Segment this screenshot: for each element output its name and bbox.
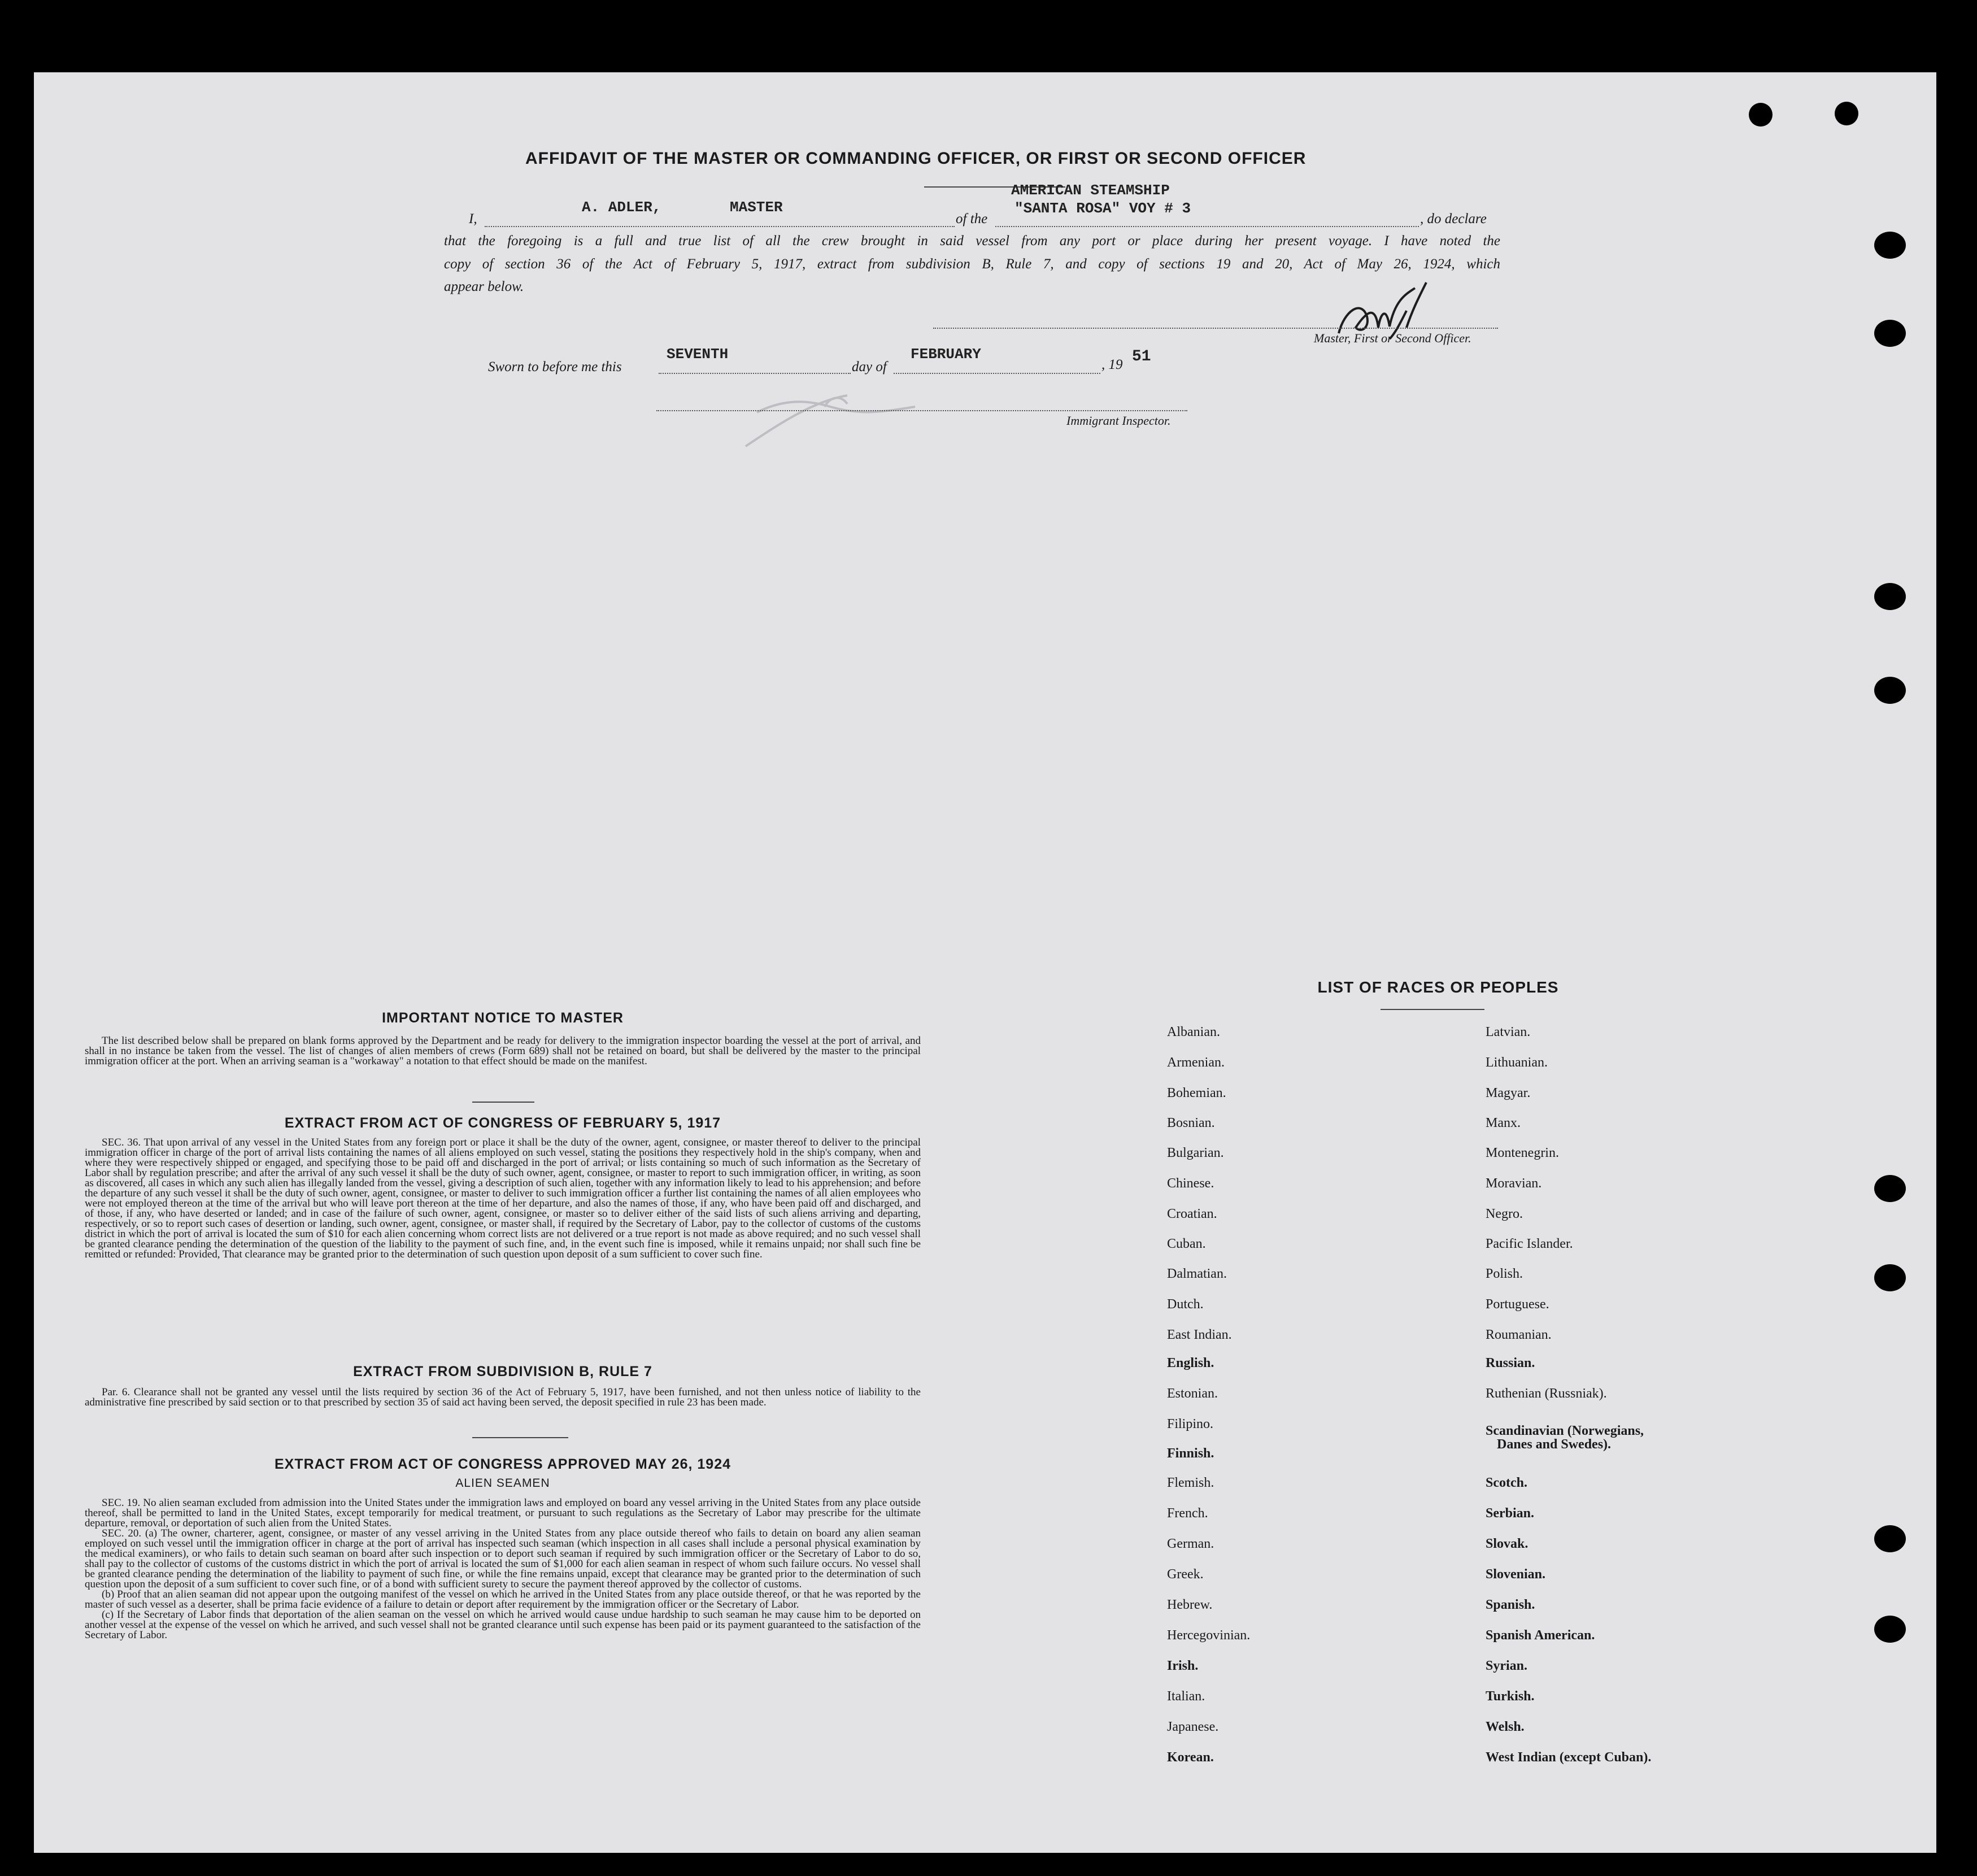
race-item: West Indian (except Cuban). <box>1486 1750 1652 1765</box>
race-item: Filipino. <box>1167 1417 1214 1431</box>
rule7-heading: EXTRACT FROM SUBDIVISION B, RULE 7 <box>353 1364 652 1379</box>
race-item: Scotch. <box>1486 1475 1527 1490</box>
race-item: Finnish. <box>1167 1446 1214 1461</box>
affidavit-body-2: copy of section 36 of the Act of February 5, 1917, extract from subdivision B, Rule 7, and copy of sections 19 and 20, Act of May 26, 1924, which <box>444 256 1500 272</box>
notice-heading: IMPORTANT NOTICE TO MASTER <box>382 1010 624 1026</box>
race-item: Bulgarian. <box>1167 1146 1224 1160</box>
divider <box>472 1437 568 1438</box>
race-item: German. <box>1167 1537 1214 1551</box>
race-item: Spanish American. <box>1486 1628 1595 1643</box>
race-item: Syrian. <box>1486 1659 1528 1673</box>
race-item: Dutch. <box>1167 1297 1204 1312</box>
race-item: Estonian. <box>1167 1386 1218 1401</box>
race-item: Korean. <box>1167 1750 1214 1765</box>
extract-1924-heading: EXTRACT FROM ACT OF CONGRESS APPROVED MAY 26, 1924 <box>274 1456 731 1472</box>
race-item: Bohemian. <box>1167 1086 1226 1100</box>
race-item: Magyar. <box>1486 1086 1531 1100</box>
race-item: Polish. <box>1486 1266 1523 1281</box>
inspector-signature <box>712 373 994 452</box>
race-item: Moravian. <box>1486 1176 1542 1191</box>
affidavit-title: AFFIDAVIT OF THE MASTER OR COMMANDING OFFICER, OR FIRST OR SECOND OFFICER <box>525 149 1307 168</box>
punch-hole <box>1749 103 1773 127</box>
master-signature-line <box>933 328 1498 329</box>
race-item: Flemish. <box>1167 1475 1214 1490</box>
race-item: Serbian. <box>1486 1506 1535 1521</box>
race-item: Portuguese. <box>1486 1297 1549 1312</box>
race-item: Irish. <box>1167 1659 1199 1673</box>
race-item: Albanian. <box>1167 1025 1220 1039</box>
race-item: Manx. <box>1486 1116 1521 1130</box>
race-item: Pacific Islander. <box>1486 1237 1573 1251</box>
affidavit-body-1: that the foregoing is a full and true list of all the crew brought in said vessel from any port or place during her present voyage. I have noted the <box>444 233 1500 249</box>
race-item: Ruthenian (Russniak). <box>1486 1386 1607 1401</box>
race-item: Spanish. <box>1486 1598 1535 1612</box>
races-heading: LIST OF RACES OR PEOPLES <box>1317 978 1559 996</box>
notice-text: The list described below shall be prepared on blank forms approved by the Department and be ready for delivery to the immigration inspector boarding the vessel at the port of arrival, and shall in no instance be taken from the vessel. The list of changes of alien members of crews (Form 689) shall not be retained on board, but shall be delivered by the master to the principal immigration officer at the port. When an arriving seaman is a "workaway" a notation to that effect should be made on the manifest. <box>85 1035 921 1067</box>
divider <box>1381 1009 1484 1010</box>
punch-hole <box>1874 1525 1906 1552</box>
extract-1924-text: SEC. 19. No alien seaman excluded from admission into the United States under the immigration laws and employed on board any vessel arriving in the United States from any place outside thereof, shall be permitted to land in the United States, except temporarily for medical treatment, or pursuant to such regulations as the Secretary of Labor may prescribe for the ultimate departure, removal, or deportation of such alien from the United States. SEC. 20. (a) The owner, charterer, agent, consignee, or master of any vessel arriving in the United States from any place outside thereof who fails to detain on board any alien seaman employed on such vessel until the immigration officer in charge at the port of arrival has inspected such seaman (which inspection in all cases shall include a personal physical examination by the medical examiners), or who fails to detain such seaman on board after such inspection or to deport such seaman if required by such immigration officer or the Secretary of Labor to do so, shall pay to the collector of customs of the customs district in which the port of arrival is located the sum of $1,000 for each alien seaman in respect of whom such failure occurs. No vessel shall be granted clearance pending the determination of the liability to payment of such fine, or while the fine remains unpaid, except that clearance may be granted prior to the determination of such question upon the deposit of a sum sufficient to cover such fine, or of a bond with sufficient surety to secure the payment thereof approved by the collector of customs. (b) Proof that an alien seaman did not appear upon the outgoing manifest of the vessel on which he arrived in the United States from any place outside thereof, or that he was reported by the master of such vessel as a deserter, shall be prima facie evidence of a failure to detain or deport after requirement by the immigration officer or the Secretary of Labor. (c) If the Secretary of Labor finds that deportation of the alien seaman on the vessel on which he arrived would cause undue hardship to such seaman he may cause him to be deported on another vessel at the expense of the vessel on which he arrived, and such vessel shall not be granted clearance until such expense has been paid or its payment guaranteed to the satisfaction of the Secretary of Labor. <box>85 1497 921 1641</box>
punch-hole <box>1874 583 1906 610</box>
race-item: Japanese. <box>1167 1720 1219 1734</box>
vessel-line-1: AMERICAN STEAMSHIP <box>1011 182 1170 199</box>
race-item: Greek. <box>1167 1567 1204 1582</box>
inspector-caption: Immigrant Inspector. <box>1066 413 1171 428</box>
race-item: Hercegovinian. <box>1167 1628 1251 1643</box>
punch-hole <box>1874 1616 1906 1643</box>
race-item: Bosnian. <box>1167 1116 1215 1130</box>
race-item: Latvian. <box>1486 1025 1531 1039</box>
race-item: English. <box>1167 1356 1214 1370</box>
race-item: Russian. <box>1486 1356 1535 1370</box>
sworn-label: Sworn to before me this <box>488 359 622 375</box>
race-item: Montenegrin. <box>1486 1146 1559 1160</box>
master-caption: Master, First or Second Officer. <box>1314 331 1471 345</box>
race-item: Armenian. <box>1167 1055 1225 1070</box>
punch-hole <box>1835 102 1858 125</box>
race-item: Italian. <box>1167 1689 1205 1704</box>
day-of-label: day of <box>852 359 887 375</box>
punch-hole <box>1874 320 1906 347</box>
race-item: Scandinavian (Norwegians, <box>1486 1424 1644 1438</box>
inspector-signature-line <box>656 410 1187 411</box>
race-item: French. <box>1167 1506 1208 1521</box>
race-item: Chinese. <box>1167 1176 1214 1191</box>
affidavit-body-3: appear below. <box>444 279 524 294</box>
race-item: Dalmatian. <box>1167 1266 1227 1281</box>
race-item: Turkish. <box>1486 1689 1535 1704</box>
punch-hole <box>1874 1175 1906 1202</box>
race-item: Slovenian. <box>1486 1567 1546 1582</box>
name-line <box>485 226 955 227</box>
punch-hole <box>1874 1264 1906 1291</box>
sworn-month: FEBRUARY <box>911 346 981 363</box>
year-suffix: 51 <box>1132 348 1151 365</box>
vessel-line <box>995 226 1419 227</box>
sworn-day: SEVENTH <box>667 346 729 363</box>
rule7-text: Par. 6. Clearance shall not be granted any vessel until the lists required by section 36 of the Act of February 5, 1917, have been furnished, and not then unless notice of liability to the administrative fine prescribed by said section or to that prescribed by section 35 of said act having been served, the deposit specified in rule 23 has been made. <box>85 1386 921 1408</box>
divider <box>472 1102 534 1103</box>
of-the-label: of the <box>956 211 988 227</box>
race-item: Roumanian. <box>1486 1327 1552 1342</box>
race-item: Negro. <box>1486 1207 1523 1221</box>
extract-1917-text: SEC. 36. That upon arrival of any vessel in the United States from any foreign port or place it shall be the duty of the owner, agent, consignee, or master thereof to deliver to the principal immigration officer in charge of the port of arrival lists containing the names of all aliens employed on such vessel, stating the positions they respectively hold in the ship's company, when and where they were respectively shipped or engaged, and specifying those to be paid off and discharged in the port of arrival; or lists containing so much of such information as the Secretary of Labor shall by regulation prescribe; and after the arrival of any such vessel it shall be the duty of such owner, agent, consignee, or master to report to such immigration officer, in writing, as soon as discovered, all cases in which any such alien has illegally landed from the vessel, giving a description of such alien, together with any information likely to lead to his apprehension; and before the departure of any such vessel it shall be the duty of such owner, agent, consignee, or master to deliver to such immigration officer a further list containing the names of all alien employees who were not employed thereon at the time of the arrival but who will leave port thereon at the time of her departure, and also the names of those, if any, who have been paid off and discharged, and of those, if any, who have deserted or landed; and in case of the failure of such owner, agent, consignee, or master so to deliver either of the said lists of such aliens arriving and departing, respectively, or so to report such cases of desertion or landing, such owner, agent, consignee, or master shall, if required by the Secretary of Labor, pay to the collector of customs of the customs district in which the port of arrival is located the sum of $10 for each alien concerning whom correct lists are not delivered or a true report is not made as above required; and no such vessel shall be granted clearance pending the determination of the question of the liability to the payment of such fine, and, in the event such fine is imposed, while it remains unpaid; nor shall such fine be remitted or refunded: Provided, That clearance may be granted prior to the determination of such question upon deposit of a sum sufficient to cover such fine. <box>85 1137 921 1260</box>
do-declare: , do declare <box>1420 211 1487 227</box>
race-item: Cuban. <box>1167 1237 1206 1251</box>
extract-1917-heading: EXTRACT FROM ACT OF CONGRESS OF FEBRUARY 5, 1917 <box>284 1115 721 1131</box>
punch-hole <box>1874 677 1906 704</box>
master-name: A. ADLER, <box>582 199 661 216</box>
race-item: Welsh. <box>1486 1720 1525 1734</box>
race-item: Croatian. <box>1167 1207 1217 1221</box>
vessel-line-2: "SANTA ROSA" VOY # 3 <box>1014 200 1191 217</box>
alien-seamen-subheading: ALIEN SEAMEN <box>455 1477 550 1490</box>
race-item: East Indian. <box>1167 1327 1232 1342</box>
year-prefix: , 19 <box>1101 357 1123 372</box>
i-label: I, <box>469 211 477 227</box>
master-rank: MASTER <box>730 199 783 216</box>
race-item: Hebrew. <box>1167 1598 1213 1612</box>
race-item: Danes and Swedes). <box>1497 1437 1612 1452</box>
race-item: Slovak. <box>1486 1537 1529 1551</box>
race-item: Lithuanian. <box>1486 1055 1548 1070</box>
punch-hole <box>1874 232 1906 259</box>
